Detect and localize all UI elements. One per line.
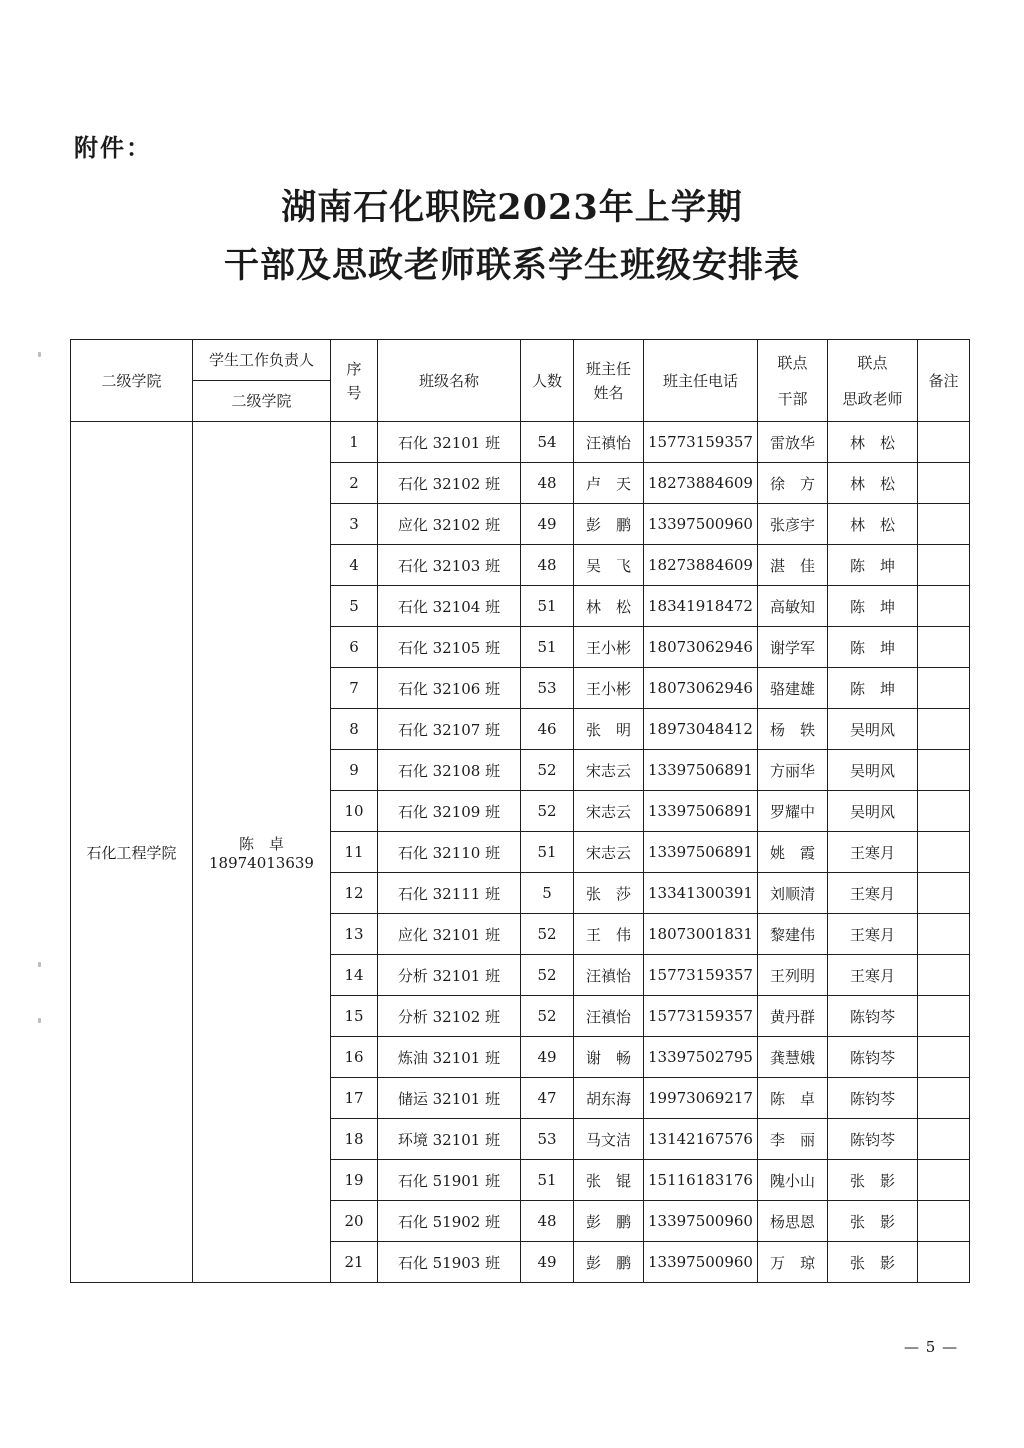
cell-class-name: 石化 32109 班 [378,791,521,832]
cell-count: 53 [521,668,574,709]
cell-class-name: 石化 32102 班 [378,463,521,504]
cell-teacher-phone: 18341918472 [644,586,758,627]
cell-teacher-phone: 13397506891 [644,750,758,791]
cell-ideological-teacher: 陈 坤 [828,545,918,586]
cell-seq: 2 [331,463,378,504]
cell-cadre: 骆建雄 [758,668,828,709]
header-class-name: 班级名称 [378,340,521,422]
header-cadre-line-2: 干部 [777,389,808,408]
cell-ideological-teacher: 陈钧芩 [828,996,918,1037]
header-ideo-line-1: 联点 [857,353,888,372]
table-header-row [71,340,970,381]
cell-ideological-teacher: 林 松 [828,463,918,504]
cell-teacher-phone: 15773159357 [644,422,758,463]
cell-teacher-phone: 18073062946 [644,668,758,709]
cell-ideological-teacher: 王寒月 [828,914,918,955]
header-seq-line-2: 号 [346,383,362,402]
cell-teacher-phone: 18073062946 [644,627,758,668]
cell-class-name: 石化 32108 班 [378,750,521,791]
cell-teacher-phone: 13397502795 [644,1037,758,1078]
cell-count: 49 [521,1037,574,1078]
cell-teacher: 宋志云 [574,791,644,832]
cell-teacher: 胡东海 [574,1078,644,1119]
cell-ideological-teacher: 张 影 [828,1242,918,1283]
header-cadre-line-1: 联点 [777,353,808,372]
cell-ideological-teacher: 陈 坤 [828,627,918,668]
cell-class-name: 分析 32102 班 [378,996,521,1037]
cell-seq: 5 [331,586,378,627]
cell-cadre: 李 丽 [758,1119,828,1160]
cell-cadre: 隗小山 [758,1160,828,1201]
cell-ideological-teacher: 林 松 [828,504,918,545]
cell-remarks [918,1201,970,1242]
cell-count: 5 [521,873,574,914]
cell-count: 52 [521,955,574,996]
cell-cadre: 万 琼 [758,1242,828,1283]
header-ideological-teacher [828,340,918,422]
cell-cadre: 黎建伟 [758,914,828,955]
cell-teacher: 马文洁 [574,1119,644,1160]
cell-count: 51 [521,586,574,627]
cell-class-name: 储运 32101 班 [378,1078,521,1119]
cell-teacher-phone: 18073001831 [644,914,758,955]
cell-seq: 13 [331,914,378,955]
cell-remarks [918,668,970,709]
cell-ideological-teacher: 王寒月 [828,832,918,873]
cell-teacher: 彭 鹏 [574,1201,644,1242]
cell-ideological-teacher: 吴明风 [828,709,918,750]
cell-class-name: 石化 32103 班 [378,545,521,586]
cell-teacher: 汪禛怡 [574,955,644,996]
cell-remarks [918,709,970,750]
cell-teacher: 吴 飞 [574,545,644,586]
header-ideo-line-2: 思政老师 [842,389,903,408]
cell-college: 石化工程学院 [71,422,193,1283]
header-teacher-phone: 班主任电话 [644,340,758,422]
class-assignment-table [70,339,970,1283]
cell-count: 51 [521,1160,574,1201]
cell-class-name: 石化 32106 班 [378,668,521,709]
cell-teacher: 彭 鹏 [574,1242,644,1283]
cell-remarks [918,504,970,545]
cell-ideological-teacher: 陈钧芩 [828,1037,918,1078]
header-teacher [574,340,644,422]
cell-cadre: 高敏知 [758,586,828,627]
cell-teacher-phone: 13341300391 [644,873,758,914]
scan-speck [38,352,41,357]
cell-count: 48 [521,545,574,586]
header-student-work-lead: 学生工作负责人 [193,340,331,381]
cell-cadre: 杨思恩 [758,1201,828,1242]
cell-class-name: 应化 32102 班 [378,504,521,545]
table-body [71,422,970,1283]
cell-teacher-phone: 19973069217 [644,1078,758,1119]
cell-teacher-phone: 13397500960 [644,1242,758,1283]
header-teacher-line-1: 班主任 [585,359,631,378]
cell-teacher-phone: 15773159357 [644,996,758,1037]
document-title-line-2: 干部及思政老师联系学生班级安排表 [223,245,800,286]
attachment-label: 附件： [74,134,152,162]
cell-count: 51 [521,627,574,668]
scan-speck [38,1018,41,1023]
cell-cadre: 雷放华 [758,422,828,463]
cell-class-name: 分析 32101 班 [378,955,521,996]
header-seq [331,340,378,422]
table-row [71,422,970,463]
cell-teacher-phone: 13397506891 [644,832,758,873]
cell-count: 47 [521,1078,574,1119]
cell-remarks [918,750,970,791]
cell-class-name: 炼油 32101 班 [378,1037,521,1078]
cell-seq: 9 [331,750,378,791]
cell-seq: 20 [331,1201,378,1242]
cell-class-name: 环境 32101 班 [378,1119,521,1160]
cell-class-name: 石化 32107 班 [378,709,521,750]
cell-teacher: 汪禛怡 [574,996,644,1037]
cell-ideological-teacher: 林 松 [828,422,918,463]
cell-ideological-teacher: 陈 坤 [828,668,918,709]
cell-teacher: 谢 畅 [574,1037,644,1078]
cell-cadre: 谢学军 [758,627,828,668]
cell-count: 52 [521,750,574,791]
cell-remarks [918,1037,970,1078]
cell-seq: 6 [331,627,378,668]
cell-teacher-phone: 13397500960 [644,1201,758,1242]
cell-remarks [918,955,970,996]
cell-seq: 10 [331,791,378,832]
cell-class-name: 石化 32105 班 [378,627,521,668]
cell-count: 52 [521,914,574,955]
cell-teacher: 王 伟 [574,914,644,955]
header-count: 人数 [521,340,574,422]
cell-seq: 15 [331,996,378,1037]
cell-remarks [918,1078,970,1119]
cell-cadre: 方丽华 [758,750,828,791]
cell-remarks [918,914,970,955]
cell-count: 48 [521,463,574,504]
cell-count: 52 [521,791,574,832]
cell-teacher-phone: 13397506891 [644,791,758,832]
cell-remarks [918,1119,970,1160]
cell-count: 53 [521,1119,574,1160]
cell-remarks [918,1242,970,1283]
cell-seq: 4 [331,545,378,586]
cell-seq: 7 [331,668,378,709]
cell-class-name: 石化 51902 班 [378,1201,521,1242]
lead-phone: 18974013639 [209,853,314,872]
cell-seq: 1 [331,422,378,463]
cell-remarks [918,1160,970,1201]
scan-speck [38,962,41,967]
cell-teacher: 卢 天 [574,463,644,504]
header-cadre [758,340,828,422]
cell-remarks [918,791,970,832]
cell-seq: 11 [331,832,378,873]
cell-teacher-phone: 15116183176 [644,1160,758,1201]
cell-seq: 12 [331,873,378,914]
cell-count: 51 [521,832,574,873]
cell-seq: 14 [331,955,378,996]
cell-seq: 18 [331,1119,378,1160]
cell-cadre: 王列明 [758,955,828,996]
cell-seq: 3 [331,504,378,545]
cell-cadre: 张彦宇 [758,504,828,545]
header-college: 二级学院 [71,340,193,422]
cell-remarks [918,463,970,504]
cell-cadre: 陈 卓 [758,1078,828,1119]
cell-count: 48 [521,1201,574,1242]
cell-remarks [918,996,970,1037]
page-number: — 5 — [904,1338,959,1356]
header-seq-line-1: 序 [346,359,362,378]
cell-ideological-teacher: 吴明风 [828,791,918,832]
cell-cadre: 姚 霞 [758,832,828,873]
cell-teacher: 彭 鹏 [574,504,644,545]
cell-teacher-phone: 13142167576 [644,1119,758,1160]
cell-teacher: 林 松 [574,586,644,627]
cell-teacher-phone: 18273884609 [644,545,758,586]
cell-teacher-phone: 18273884609 [644,463,758,504]
cell-cadre: 湛 佳 [758,545,828,586]
cell-student-work-lead [193,422,331,1283]
cell-teacher: 宋志云 [574,832,644,873]
cell-teacher: 张 锟 [574,1160,644,1201]
cell-class-name: 应化 32101 班 [378,914,521,955]
cell-ideological-teacher: 张 影 [828,1160,918,1201]
lead-name: 陈 卓 [238,834,284,853]
cell-ideological-teacher: 王寒月 [828,955,918,996]
cell-class-name: 石化 51903 班 [378,1242,521,1283]
header-student-work-lead-sub: 二级学院 [193,381,331,422]
cell-ideological-teacher: 王寒月 [828,873,918,914]
cell-remarks [918,422,970,463]
cell-count: 49 [521,504,574,545]
cell-class-name: 石化 32101 班 [378,422,521,463]
cell-cadre: 龚慧娥 [758,1037,828,1078]
cell-cadre: 罗耀中 [758,791,828,832]
cell-remarks [918,545,970,586]
cell-teacher: 张 明 [574,709,644,750]
cell-ideological-teacher: 陈 坤 [828,586,918,627]
cell-class-name: 石化 32104 班 [378,586,521,627]
cell-seq: 21 [331,1242,378,1283]
cell-remarks [918,873,970,914]
cell-count: 54 [521,422,574,463]
cell-remarks [918,627,970,668]
cell-cadre: 杨 轶 [758,709,828,750]
cell-remarks [918,832,970,873]
cell-remarks [918,586,970,627]
header-teacher-line-2: 姓名 [593,383,624,402]
cell-teacher: 王小彬 [574,627,644,668]
cell-ideological-teacher: 吴明风 [828,750,918,791]
cell-teacher-phone: 15773159357 [644,955,758,996]
cell-count: 46 [521,709,574,750]
cell-ideological-teacher: 陈钧芩 [828,1119,918,1160]
cell-count: 52 [521,996,574,1037]
cell-teacher-phone: 13397500960 [644,504,758,545]
cell-seq: 17 [331,1078,378,1119]
cell-teacher: 宋志云 [574,750,644,791]
cell-ideological-teacher: 张 影 [828,1201,918,1242]
cell-cadre: 徐 方 [758,463,828,504]
cell-teacher: 张 莎 [574,873,644,914]
cell-seq: 16 [331,1037,378,1078]
cell-count: 49 [521,1242,574,1283]
cell-cadre: 黄丹群 [758,996,828,1037]
cell-class-name: 石化 32110 班 [378,832,521,873]
cell-seq: 8 [331,709,378,750]
document-title-line-1: 湖南石化职院2023年上学期 [281,187,743,228]
cell-cadre: 刘顺清 [758,873,828,914]
header-remarks: 备注 [918,340,970,422]
cell-class-name: 石化 51901 班 [378,1160,521,1201]
cell-ideological-teacher: 陈钧芩 [828,1078,918,1119]
cell-teacher-phone: 18973048412 [644,709,758,750]
cell-teacher: 王小彬 [574,668,644,709]
cell-seq: 19 [331,1160,378,1201]
cell-teacher: 汪禛怡 [574,422,644,463]
cell-class-name: 石化 32111 班 [378,873,521,914]
